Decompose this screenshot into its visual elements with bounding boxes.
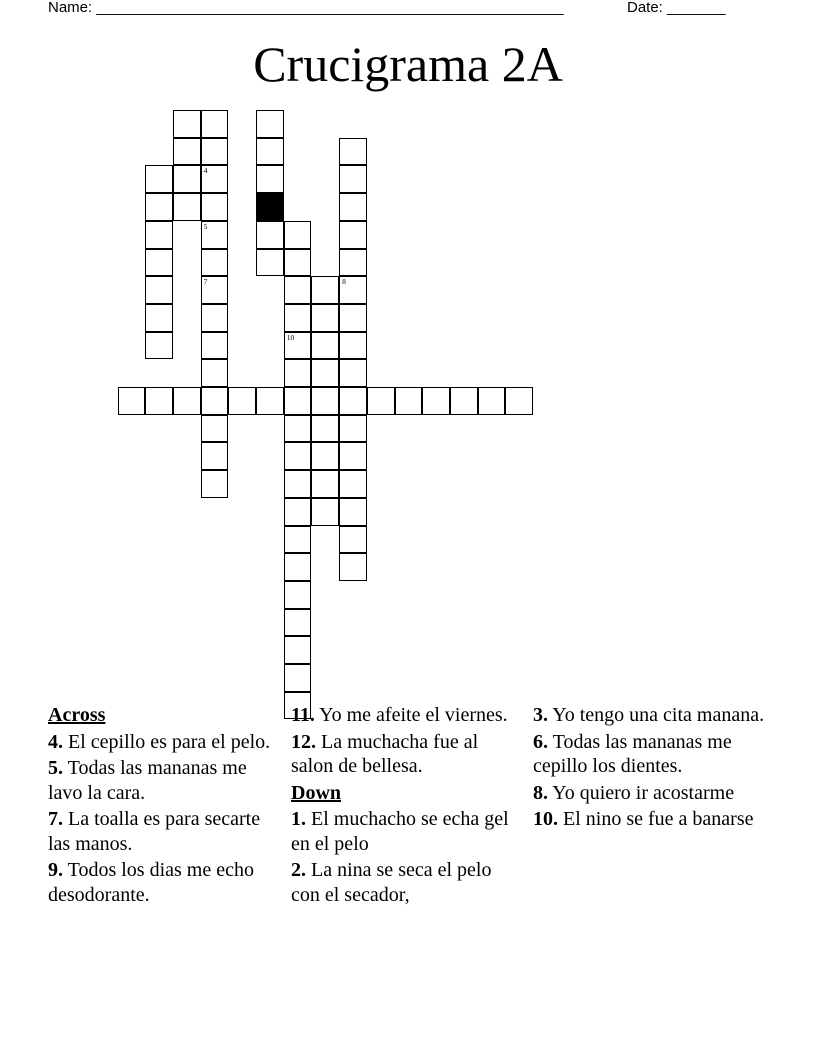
clue-text: La toalla es para secarte las manos. bbox=[48, 808, 261, 855]
grid-cell[interactable] bbox=[145, 332, 173, 360]
clues-column-2 bbox=[291, 703, 523, 909]
grid-cell[interactable] bbox=[395, 387, 423, 415]
clue-text: Todas las mananas me cepillo los dientes. bbox=[533, 730, 732, 777]
grid-cell[interactable] bbox=[201, 415, 229, 443]
grid-cell[interactable] bbox=[339, 332, 367, 360]
grid-cell[interactable] bbox=[311, 332, 339, 360]
grid-cell[interactable] bbox=[311, 470, 339, 498]
grid-cell[interactable] bbox=[311, 498, 339, 526]
grid-cell[interactable] bbox=[173, 193, 201, 221]
grid-cell[interactable] bbox=[201, 359, 229, 387]
grid-cell[interactable] bbox=[284, 526, 312, 554]
clue-text: El muchacho se echa gel en el pelo bbox=[291, 808, 509, 855]
clue-down-6 bbox=[533, 730, 773, 779]
clue-text: Yo tengo una cita manana. bbox=[552, 704, 765, 726]
grid-cell[interactable] bbox=[339, 526, 367, 554]
grid-cell[interactable] bbox=[256, 387, 284, 415]
clue-across-5 bbox=[48, 756, 280, 805]
grid-cell[interactable] bbox=[450, 387, 478, 415]
grid-cell[interactable] bbox=[201, 470, 229, 498]
down-heading: Down bbox=[291, 781, 342, 804]
clue-text: Yo me afeite el viernes. bbox=[319, 704, 508, 726]
grid-cell[interactable] bbox=[201, 442, 229, 470]
grid-cell[interactable] bbox=[284, 359, 312, 387]
grid-cell[interactable] bbox=[284, 470, 312, 498]
grid-cell[interactable] bbox=[173, 165, 201, 193]
grid-cell[interactable] bbox=[145, 304, 173, 332]
grid-cell[interactable] bbox=[311, 359, 339, 387]
grid-cell-blocked bbox=[256, 193, 284, 221]
clue-number: 2. bbox=[291, 859, 306, 881]
grid-cell[interactable] bbox=[256, 221, 284, 249]
grid-cell[interactable] bbox=[256, 165, 284, 193]
grid-cell[interactable] bbox=[201, 221, 229, 249]
grid-cell[interactable] bbox=[173, 110, 201, 138]
grid-cell[interactable] bbox=[228, 387, 256, 415]
clue-number: 6. bbox=[533, 730, 548, 753]
grid-cell[interactable] bbox=[145, 249, 173, 277]
grid-cell[interactable] bbox=[339, 498, 367, 526]
clue-across-9 bbox=[48, 858, 280, 907]
grid-cell[interactable] bbox=[339, 193, 367, 221]
grid-cell[interactable] bbox=[284, 249, 312, 277]
grid-cell[interactable] bbox=[201, 304, 229, 332]
grid-cell[interactable] bbox=[201, 110, 229, 138]
date-field-label: Date: _______ bbox=[627, 0, 726, 16]
grid-cell[interactable] bbox=[339, 387, 367, 415]
clue-down-8 bbox=[533, 781, 773, 806]
grid-cell[interactable] bbox=[339, 304, 367, 332]
clue-number: 10. bbox=[533, 808, 558, 830]
grid-cell[interactable] bbox=[201, 332, 229, 360]
clue-text: Todos los dias me echo desodorante. bbox=[48, 859, 254, 906]
clue-across-4 bbox=[48, 730, 280, 755]
grid-cell[interactable] bbox=[284, 636, 312, 664]
clue-number: 11. bbox=[291, 704, 315, 726]
grid-cell[interactable] bbox=[339, 276, 367, 304]
grid-cell[interactable] bbox=[284, 664, 312, 692]
clue-text: Todas las mananas me lavo la cara. bbox=[48, 757, 247, 804]
grid-cell[interactable] bbox=[284, 221, 312, 249]
grid-cell[interactable] bbox=[339, 138, 367, 166]
grid-cell[interactable] bbox=[201, 138, 229, 166]
grid-cell[interactable] bbox=[118, 387, 146, 415]
grid-cell[interactable] bbox=[201, 276, 229, 304]
clue-number: 7. bbox=[48, 808, 63, 830]
clue-number: 3. bbox=[533, 704, 548, 726]
grid-cell[interactable] bbox=[201, 165, 229, 193]
grid-cell[interactable] bbox=[422, 387, 450, 415]
grid-cell[interactable] bbox=[339, 165, 367, 193]
grid-cell[interactable] bbox=[284, 304, 312, 332]
grid-cell[interactable] bbox=[339, 221, 367, 249]
clue-across-12 bbox=[291, 730, 523, 779]
grid-cell[interactable] bbox=[311, 276, 339, 304]
grid-cell[interactable] bbox=[339, 359, 367, 387]
grid-cell[interactable] bbox=[201, 249, 229, 277]
clues-column-1 bbox=[48, 703, 280, 909]
grid-cell[interactable] bbox=[311, 442, 339, 470]
grid-cell[interactable] bbox=[145, 193, 173, 221]
clue-text: La muchacha fue al salon de bellesa. bbox=[291, 730, 479, 777]
clue-number-label: 7 bbox=[203, 277, 208, 287]
clue-number: 9. bbox=[48, 859, 63, 881]
clue-text: El cepillo es para el pelo. bbox=[68, 730, 271, 753]
clue-number-label: 8 bbox=[342, 277, 346, 287]
grid-cell[interactable] bbox=[256, 249, 284, 277]
grid-cell[interactable] bbox=[478, 387, 506, 415]
clue-number: 4. bbox=[48, 730, 63, 753]
clue-across-7 bbox=[48, 807, 280, 856]
clue-down-1 bbox=[291, 807, 523, 856]
grid-cell[interactable] bbox=[145, 165, 173, 193]
grid-cell[interactable] bbox=[145, 221, 173, 249]
clue-down-10 bbox=[533, 807, 773, 832]
clues-column-3 bbox=[533, 703, 773, 834]
grid-cell[interactable] bbox=[311, 304, 339, 332]
grid-cell[interactable] bbox=[256, 138, 284, 166]
clue-text: Yo quiero ir acostarme bbox=[552, 781, 735, 804]
name-field-label: Name: ________________________________________________________ bbox=[48, 0, 564, 16]
grid-cell[interactable] bbox=[284, 332, 312, 360]
grid-cell[interactable] bbox=[311, 387, 339, 415]
grid-cell[interactable] bbox=[367, 387, 395, 415]
across-heading: Across bbox=[48, 704, 106, 726]
grid-cell[interactable] bbox=[173, 387, 201, 415]
grid-cell[interactable] bbox=[256, 110, 284, 138]
grid-cell[interactable] bbox=[284, 553, 312, 581]
grid-cell[interactable] bbox=[339, 470, 367, 498]
grid-cell[interactable] bbox=[339, 415, 367, 443]
grid-cell[interactable] bbox=[339, 442, 367, 470]
grid-cell[interactable] bbox=[284, 276, 312, 304]
grid-cell[interactable] bbox=[145, 387, 173, 415]
grid-cell[interactable] bbox=[284, 609, 312, 637]
grid-cell[interactable] bbox=[201, 193, 229, 221]
grid-cell[interactable] bbox=[284, 442, 312, 470]
grid-cell[interactable] bbox=[339, 553, 367, 581]
grid-cell[interactable] bbox=[145, 276, 173, 304]
grid-cell[interactable] bbox=[339, 249, 367, 277]
grid-cell[interactable] bbox=[284, 498, 312, 526]
clue-number: 1. bbox=[291, 808, 306, 830]
grid-cell[interactable] bbox=[173, 138, 201, 166]
clue-number: 12. bbox=[291, 730, 316, 753]
clue-down-3 bbox=[533, 703, 773, 728]
clue-text: El nino se fue a banarse bbox=[563, 808, 754, 830]
grid-cell[interactable] bbox=[284, 581, 312, 609]
grid-cell[interactable] bbox=[201, 387, 229, 415]
clue-number: 5. bbox=[48, 757, 63, 779]
clue-text: La nina se seca el pelo con el secador, bbox=[291, 859, 492, 906]
clue-across-11 bbox=[291, 703, 523, 728]
grid-cell[interactable] bbox=[311, 415, 339, 443]
clue-number-label: 5 bbox=[203, 221, 208, 231]
clue-number: 8. bbox=[533, 781, 548, 804]
grid-cell[interactable] bbox=[505, 387, 533, 415]
grid-cell[interactable] bbox=[284, 415, 312, 443]
grid-cell[interactable] bbox=[284, 387, 312, 415]
clue-number-label: 10 bbox=[286, 332, 295, 342]
page-title: Crucigrama 2A bbox=[253, 36, 563, 92]
clue-down-2 bbox=[291, 858, 523, 907]
clue-number-label: 4 bbox=[203, 166, 208, 176]
